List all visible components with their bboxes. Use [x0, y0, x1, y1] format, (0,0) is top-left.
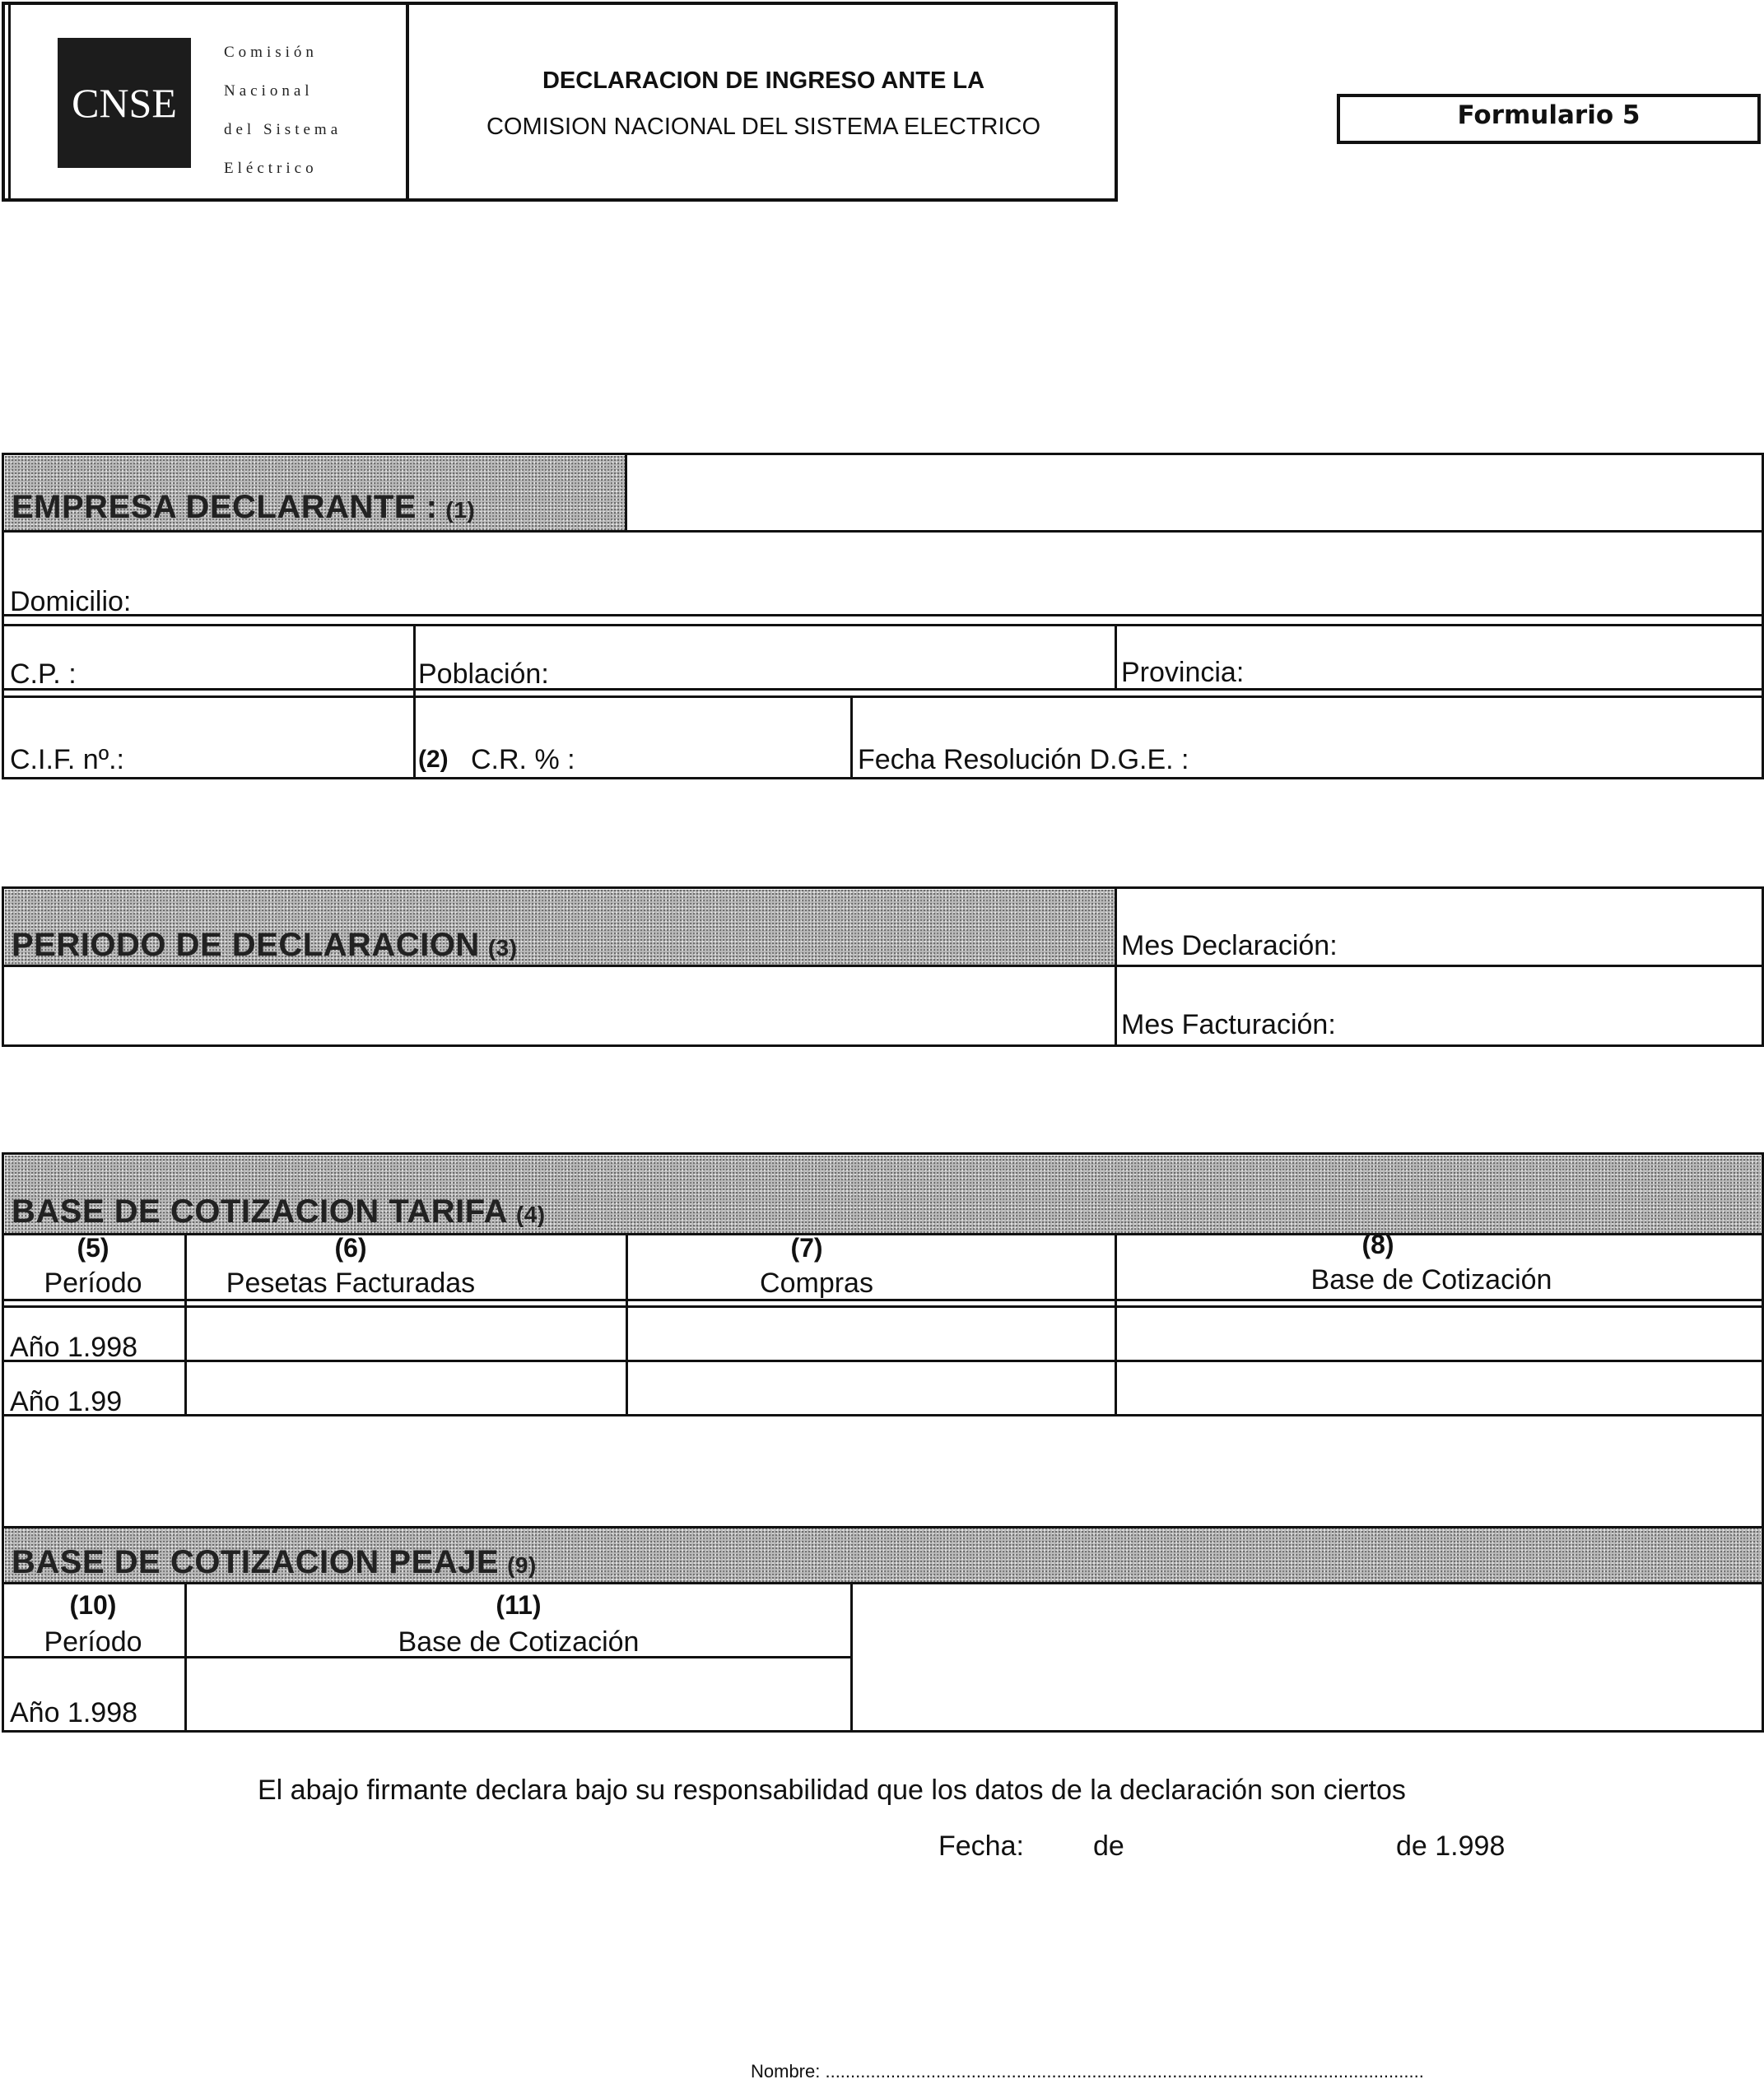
tarifa-row-rule-2: [2, 1414, 1764, 1416]
fecha-de-2: de 1.998: [1396, 1830, 1506, 1862]
peaje-top-rule: [2, 1526, 1764, 1528]
document-title-line1: DECLARACION DE INGRESO ANTE LA: [542, 67, 985, 94]
domicilio-rule: [2, 614, 1764, 616]
tarifa-col-ref: (6): [334, 1233, 367, 1263]
tarifa-row-rule: [2, 1360, 1764, 1362]
tarifa-col-header: Período: [44, 1268, 142, 1299]
tarifa-ref: (4): [515, 1202, 546, 1227]
org-name: [224, 33, 389, 188]
fecha-resolucion-label: Fecha Resolución D.G.E. :: [858, 744, 1189, 775]
org-name-line: Eléctrico: [224, 160, 318, 177]
periodo-title: [12, 927, 518, 964]
cr-divider: [850, 695, 853, 779]
mes-facturacion-label: Mes Facturación:: [1121, 1009, 1336, 1040]
tarifa-col-header: Compras: [760, 1268, 873, 1299]
header-left-double-rule: [8, 5, 11, 198]
peaje-col-header: Base de Cotización: [398, 1626, 640, 1658]
poblacion-divider: [1115, 624, 1117, 690]
peaje-col-ref: (11): [496, 1590, 542, 1620]
logo-text: CNSE: [72, 80, 177, 126]
tarifa-colhead-rule-2: [2, 1305, 1764, 1308]
empresa-title-text: EMPRESA DECLARANTE :: [12, 489, 438, 525]
domicilio-rule-2: [2, 624, 1764, 626]
fecha-de-1: de: [1093, 1830, 1124, 1862]
cp-rule: [2, 688, 1764, 691]
org-name-line: Comisión: [224, 44, 318, 61]
peaje-title-text: BASE DE COTIZACION PEAJE: [12, 1544, 500, 1580]
empresa-title-divider: [625, 453, 627, 532]
tarifa-row-label: Año 1.998: [10, 1332, 138, 1363]
tarifa-col-ref: (7): [790, 1233, 823, 1263]
cif-label: C.I.F. nº.:: [10, 744, 125, 775]
peaje-ref: (9): [507, 1552, 537, 1578]
tarifa-col-divider-3: [1115, 1233, 1117, 1416]
header-divider: [406, 5, 409, 198]
tarifa-row-label: Año 1.99_: [10, 1386, 138, 1417]
cnse-logo: [58, 38, 191, 168]
org-name-line: del Sistema: [224, 121, 342, 138]
peaje-title: [12, 1544, 537, 1581]
periodo-ref: (3): [487, 935, 518, 961]
peaje-col-header: Período: [44, 1626, 142, 1658]
declaration-text: El abajo firmante declara bajo su responsabilidad que los datos de la declaración son ciertos: [258, 1775, 1406, 1806]
tarifa-title: [12, 1193, 546, 1230]
provincia-label: Provincia:: [1121, 657, 1245, 688]
cr-ref: (2): [418, 746, 449, 773]
tarifa-col-header: Pesetas Facturadas: [226, 1268, 476, 1299]
peaje-col-ref: (10): [69, 1590, 117, 1620]
cp-rule-2: [2, 695, 1764, 698]
tarifa-title-text: BASE DE COTIZACION TARIFA: [12, 1193, 508, 1230]
peaje-row-label: Año 1.998: [10, 1697, 138, 1728]
fecha-label: Fecha:: [938, 1830, 1024, 1862]
empresa-ref: (1): [445, 497, 476, 523]
peaje-header-rule: [2, 1582, 1764, 1584]
tarifa-col-ref: (5): [77, 1233, 109, 1263]
document-title-line2: COMISION NACIONAL DEL SISTEMA ELECTRICO: [486, 114, 1041, 140]
cp-label: C.P. :: [10, 658, 77, 690]
mes-declaracion-label: Mes Declaración:: [1121, 930, 1338, 961]
form-number-label: Formulario 5: [1457, 100, 1641, 130]
cr-label: C.R. % :: [471, 744, 575, 775]
nombre-field: Nombre: .......................................................................................................................: [751, 2061, 1424, 2082]
empresa-title: [12, 489, 475, 526]
org-name-line: Nacional: [224, 82, 314, 100]
tarifa-col-header: Base de Cotización: [1310, 1264, 1552, 1296]
periodo-title-text: PERIODO DE DECLARACION: [12, 927, 480, 963]
poblacion-label: Población:: [418, 658, 549, 690]
domicilio-label: Domicilio:: [10, 586, 132, 617]
tarifa-col-ref: (8): [1361, 1230, 1394, 1259]
empresa-rule: [2, 530, 1764, 533]
periodo-rule: [2, 965, 1764, 967]
cp-divider: [413, 624, 416, 779]
